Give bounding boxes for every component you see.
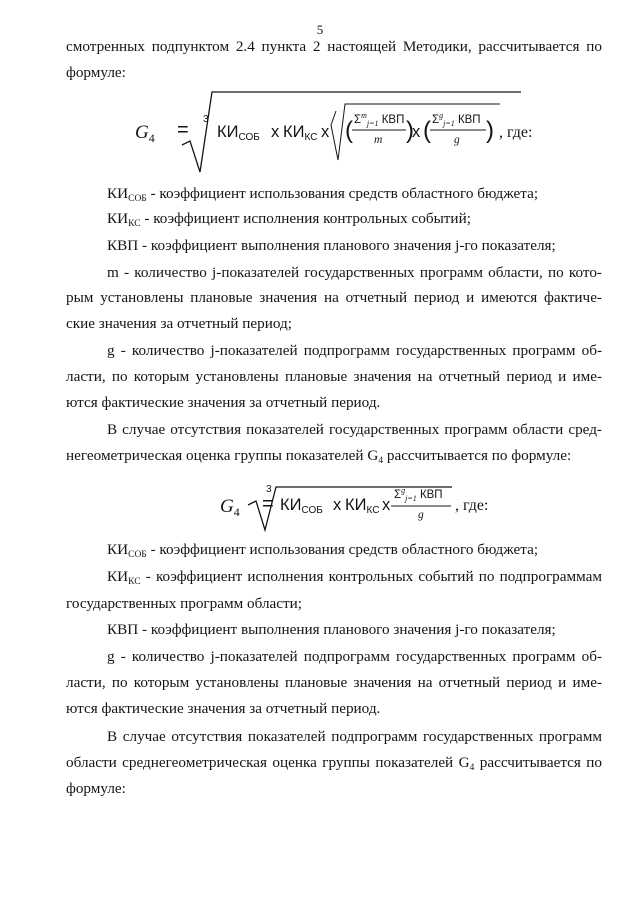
definition-line: КВП - коэффициент выполнения планового значения j-го показателя; bbox=[107, 237, 556, 254]
left-paren: ( bbox=[345, 117, 353, 144]
definition-line: ются фактические значения за отчетный период. bbox=[66, 394, 381, 411]
definition-line: государственных программ области; bbox=[66, 595, 302, 612]
paragraph-line: В случае отсутствия показателей подпрограмм государственных программ bbox=[107, 728, 602, 745]
definition-line: КВП - коэффициент выполнения планового значения j-го показателя; bbox=[107, 621, 556, 638]
times-sign: x bbox=[412, 123, 421, 141]
times-sign: x bbox=[333, 496, 342, 514]
definition-line: ласти, по которым установлены плановые значения на отчетный период и име- bbox=[66, 368, 602, 385]
equals-sign: = bbox=[177, 119, 189, 141]
times-sign: x bbox=[271, 123, 280, 141]
right-paren: ) bbox=[486, 117, 494, 144]
text-line: смотренных подпунктом 2.4 пункта 2 настоящей Методики, рассчитывается по bbox=[66, 38, 602, 55]
root-index: 3 bbox=[203, 114, 209, 125]
ki-sob: $КИ_{СОБ}$ bbox=[217, 123, 260, 143]
ki-kc: $КИ_{КС}$ bbox=[345, 496, 380, 516]
formula-lhs: $G_4$ bbox=[135, 122, 155, 145]
formula-tail: , где: bbox=[499, 124, 533, 141]
definition-line: $КИ_{КС}$ - коэффициент исполнения контрольных событий; bbox=[107, 210, 471, 229]
denominator-g: g bbox=[454, 134, 460, 146]
definition-line: $КИ_{СОБ}$ - коэффициент использования средств областного бюджета; bbox=[107, 541, 539, 560]
text-line: формуле: bbox=[66, 64, 126, 81]
formula-tail: , где: bbox=[455, 497, 489, 514]
definition-line: m - количество j-показателей государственных программ области, по кото- bbox=[107, 264, 602, 281]
definition-line: $КИ_{СОБ}$ - коэффициент использования средств областного бюджета; bbox=[107, 185, 539, 204]
paragraph-line: формуле: bbox=[66, 780, 126, 797]
definition-line: $КИ_{КС}$ - коэффициент исполнения контрольных событий по подпрограммам bbox=[107, 568, 602, 587]
denominator-g: g bbox=[418, 509, 424, 521]
equals-sign: = bbox=[262, 493, 274, 515]
definition-line: g - количество j-показателей подпрограмм государственных программ об- bbox=[107, 648, 602, 665]
definition-line: ласти, по которым установлены плановые значения на отчетный период и име- bbox=[66, 674, 602, 691]
times-sign: x bbox=[321, 123, 330, 141]
denominator-m: m bbox=[374, 134, 383, 146]
times-sign: x bbox=[382, 496, 391, 514]
definition-line: g - количество j-показателей подпрограмм государственных программ об- bbox=[107, 342, 602, 359]
paragraph-line: области среднегеометрическая оценка группы показателей $G_4$ рассчитывается по bbox=[66, 754, 603, 773]
definition-line: рым установлены плановые значения на отчетный период и имеются фактиче- bbox=[66, 289, 602, 306]
sum-kvp-g: $\Sigma^g_{j=1}$ КВП bbox=[394, 486, 443, 504]
left-paren: ( bbox=[423, 117, 431, 144]
paragraph-line: негеометрическая оценка группы показателей $G_4$ рассчитывается по формуле: bbox=[66, 447, 572, 466]
sum-kvp-m: $\Sigma^m_{j=1}$ КВП bbox=[354, 111, 405, 129]
formula-lhs: $G_4$ bbox=[220, 496, 240, 519]
paragraph-line: В случае отсутствия показателей государственных программ области сред- bbox=[107, 421, 602, 438]
page-number: 5 bbox=[316, 22, 324, 37]
root-index: 3 bbox=[266, 484, 272, 495]
definition-line: ские значения за отчетный период; bbox=[66, 315, 292, 332]
sum-kvp-g: $\Sigma^g_{j=1}$ КВП bbox=[432, 111, 481, 129]
definition-line: ются фактические значения за отчетный период. bbox=[66, 700, 381, 717]
right-paren: ) bbox=[406, 117, 414, 144]
ki-kc: $КИ_{КС}$ bbox=[283, 123, 318, 143]
ki-sob: $КИ_{СОБ}$ bbox=[280, 496, 323, 516]
